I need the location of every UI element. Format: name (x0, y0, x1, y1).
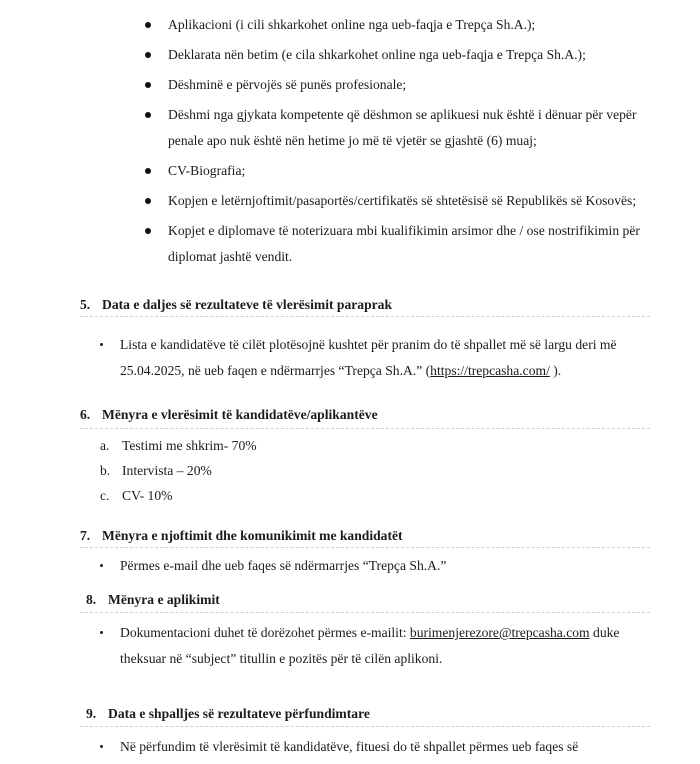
list-item: c. CV- 10% (100, 488, 173, 503)
section-7 (80, 526, 640, 546)
bullet-icon (100, 343, 103, 346)
bullet-icon (145, 228, 151, 234)
bullet-icon (145, 22, 151, 28)
requirements-list (143, 12, 663, 274)
requirement-item: Aplikacioni (i cili shkarkohet online nga ueb-faqja e Trepça Sh.A.); (143, 12, 663, 38)
list-item: Në përfundim të vlerësimit të kandidatëve, fituesi do të shpallet përmes ueb faqes së (90, 734, 640, 760)
bullet-icon (100, 564, 103, 567)
section-9 (86, 704, 646, 724)
section-heading: 8. Mënyra e aplikimit (86, 592, 220, 607)
list-item: b. Intervista – 20% (100, 463, 212, 478)
section-8 (86, 590, 646, 610)
evaluation-list (100, 435, 640, 507)
section-9-body (80, 734, 640, 760)
requirement-item: Dëshmi nga gjykata kompetente që dëshmon se aplikuesi nuk është i dënuar për vepër penale apo nuk është nën hetime jo më të vjetër se gjashtë (6) muaj; (143, 102, 663, 154)
bullet-icon (100, 631, 103, 634)
section-6-body (80, 435, 640, 510)
list-item: Dokumentacioni duhet të dorëzohet përmes e-mailit: burimenjerezore@trepcasha.com duke theksuar në “subject” titullin e pozitës për të cilën aplikoni. (90, 620, 620, 672)
list-item: a. Testimi me shkrim- 70% (100, 438, 257, 453)
section-heading: 6. Mënyra e vlerësimit të kandidatëve/aplikantëve (80, 407, 378, 422)
divider (80, 428, 650, 430)
divider (80, 316, 650, 318)
section-6 (80, 405, 640, 425)
requirement-item: CV-Biografia; (143, 158, 663, 184)
section-5-body (80, 332, 620, 384)
section-heading: 9. Data e shpalljes së rezultateve përfundimtare (86, 706, 370, 721)
website-link[interactable]: https://trepcasha.com/ (430, 363, 550, 378)
bullet-icon (145, 112, 151, 118)
section-heading: 5. Data e daljes së rezultateve të vlerësimit paraprak (80, 297, 393, 312)
bullet-icon (145, 198, 151, 204)
divider (80, 612, 650, 614)
requirement-item: Deklarata nën betim (e cila shkarkohet online nga ueb-faqja e Trepça Sh.A.); (143, 42, 663, 68)
section-8-body (80, 620, 620, 672)
divider (80, 726, 650, 728)
bullet-icon (145, 82, 151, 88)
requirement-item: Kopjen e letërnjoftimit/pasaportës/certifikatës së shtetësisë së Republikës së Kosovës; (143, 188, 663, 214)
requirement-item: Kopjet e diplomave të noterizuara mbi kualifikimin arsimor dhe / ose nostrifikimin për diplomat jashtë vendit. (143, 218, 663, 270)
bullet-icon (100, 745, 103, 748)
list-item: Përmes e-mail dhe ueb faqes së ndërmarrjes “Trepça Sh.A.” (90, 553, 640, 579)
divider (80, 547, 650, 549)
email-link[interactable]: burimenjerezore@trepcasha.com (409, 625, 590, 640)
bullet-icon (145, 168, 151, 174)
section-7-body (80, 553, 640, 579)
bullet-icon (145, 52, 151, 58)
section-heading: 7. Mënyra e njoftimit dhe komunikimit me kandidatët (80, 528, 403, 543)
requirement-item: Dëshminë e përvojës së punës profesionale; (143, 72, 663, 98)
list-item: Lista e kandidatëve të cilët plotësojnë kushtet për pranim do të shpallet më së largu deri më 25.04.2025, në ueb faqen e ndërmarrjes “Trepça Sh.A.” (https://trepcasha.com/ ). (90, 332, 620, 384)
section-5 (80, 295, 640, 315)
